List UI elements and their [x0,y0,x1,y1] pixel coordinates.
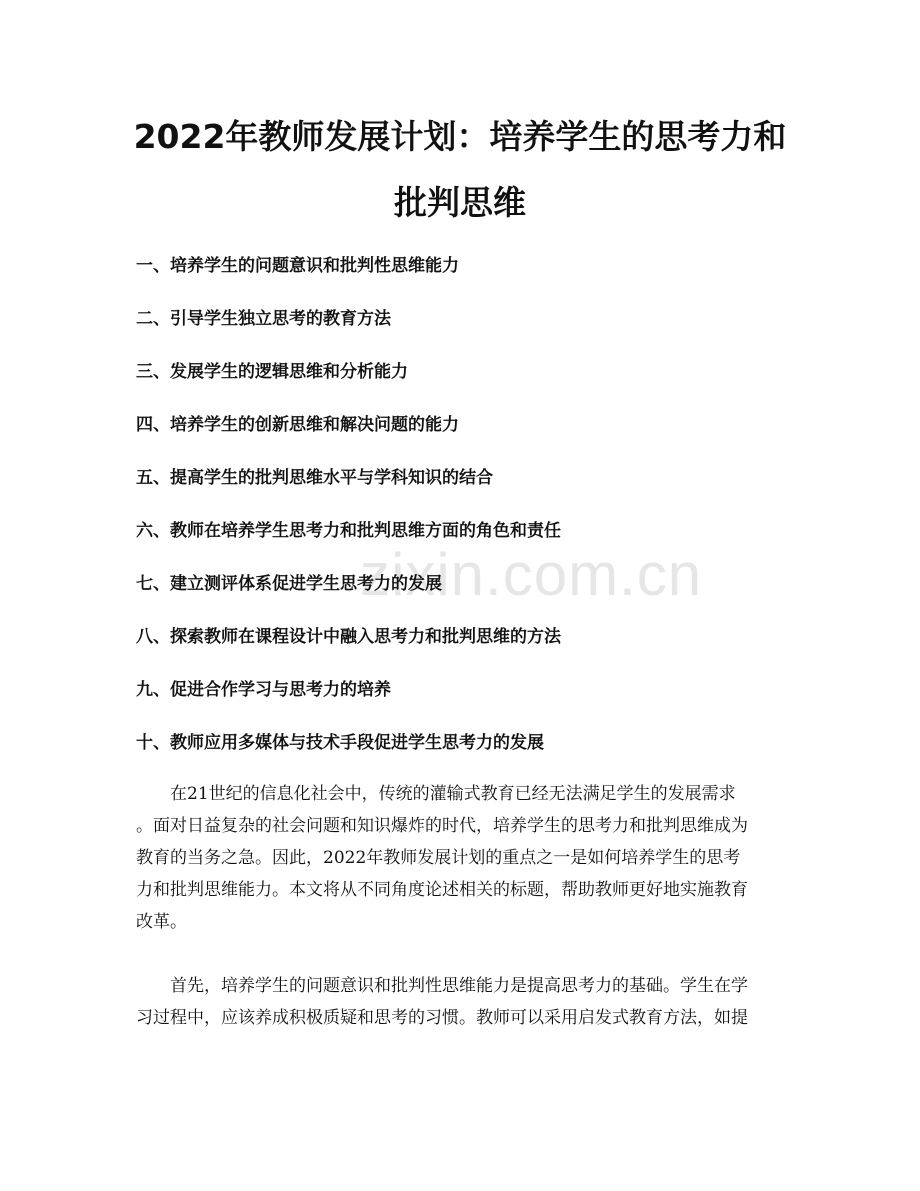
body-paragraph-1 [136,778,786,938]
toc-item-7: 七、建立测评体系促进学生思考力的发展 [136,574,442,594]
title-line-1: 2022年教师发展计划：培养学生的思考力和 [133,117,787,156]
toc-item-3: 三、发展学生的逻辑思维和分析能力 [136,362,408,382]
paragraph-2-line-1: 首先，培养学生的问题意识和批判性思维能力是提高思考力的基础。学生在学 [170,976,748,996]
page-title [110,104,810,236]
toc-item-1: 一、培养学生的问题意识和批判性思维能力 [136,256,459,276]
title-line-2: 批判思维 [394,183,526,222]
toc-item-2: 二、引导学生独立思考的教育方法 [136,309,391,329]
table-of-contents [136,250,796,780]
paragraph-1-line-2: 。面对日益复杂的社会问题和知识爆炸的时代，培养学生的思考力和批判思维成为 [136,816,748,836]
watermark: zixin.com.cn [360,541,703,608]
paragraph-1-line-1: 在21世纪的信息化社会中，传统的灌输式教育已经无法满足学生的发展需求 [170,784,736,804]
body-paragraph-2 [136,970,786,1034]
toc-item-8: 八、探索教师在课程设计中融入思考力和批判思维的方法 [136,627,561,647]
toc-item-6: 六、教师在培养学生思考力和批判思维方面的角色和责任 [136,521,561,541]
paragraph-1-line-4: 力和批判思维能力。本文将从不同角度论述相关的标题，帮助教师更好地实施教育 [136,880,748,900]
toc-item-10: 十、教师应用多媒体与技术手段促进学生思考力的发展 [136,733,544,753]
paragraph-2-line-2: 习过程中，应该养成积极质疑和思考的习惯。教师可以采用启发式教育方法，如提 [136,1008,748,1028]
toc-item-4: 四、培养学生的创新思维和解决问题的能力 [136,415,459,435]
toc-item-9: 九、促进合作学习与思考力的培养 [136,680,391,700]
toc-item-5: 五、提高学生的批判思维水平与学科知识的结合 [136,468,493,488]
paragraph-1-line-5: 改革。 [136,912,187,932]
paragraph-1-line-3: 教育的当务之急。因此，2022年教师发展计划的重点之一是如何培养学生的思考 [136,848,741,868]
